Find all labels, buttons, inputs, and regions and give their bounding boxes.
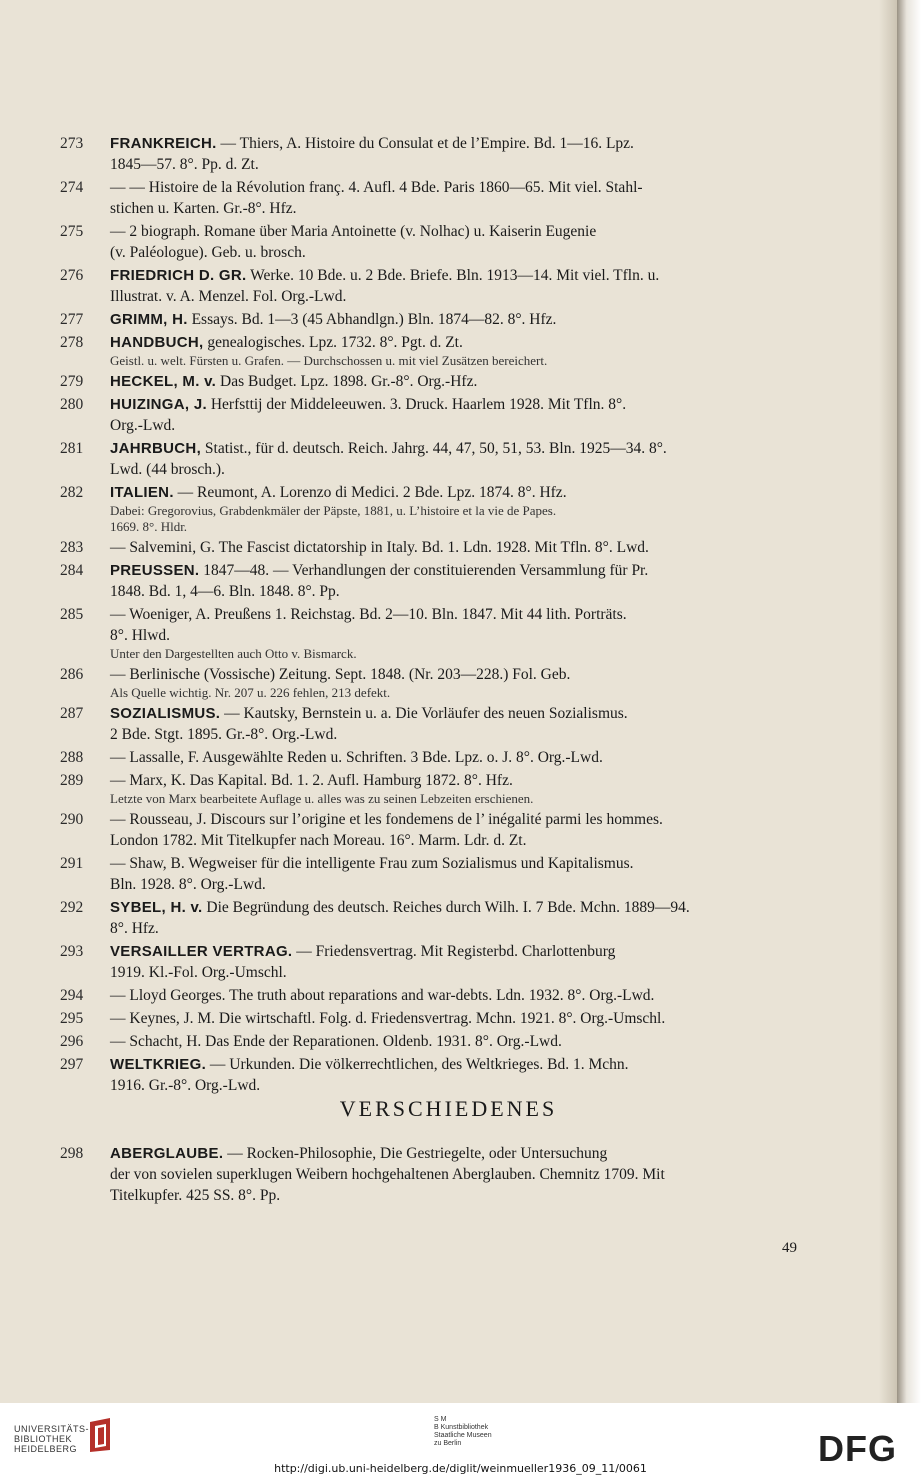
entry-heading: ABERGLAUBE. bbox=[110, 1145, 224, 1162]
entry-line bbox=[110, 198, 812, 219]
entry-number: 298 bbox=[60, 1145, 84, 1162]
entry-line bbox=[110, 242, 812, 263]
entry-body bbox=[110, 1031, 812, 1052]
entry-body bbox=[110, 853, 812, 895]
entry-text: Illustrat. v. A. Menzel. Fol. Org.-Lwd. bbox=[110, 288, 347, 305]
catalog-entry bbox=[60, 941, 812, 983]
entry-text: — Keynes, J. M. Die wirtschaftl. Folg. d. Friedensvertrag. Mchn. 1921. 8°. Org.-Umschl. bbox=[110, 1010, 666, 1027]
catalog-entry bbox=[60, 482, 812, 535]
catalog-entry bbox=[60, 133, 812, 175]
entry-text: Die Begründung des deutsch. Reiches durch Wilh. I. 7 Bde. Mchn. 1889—94. bbox=[206, 899, 690, 916]
entry-line bbox=[110, 1143, 812, 1164]
entry-heading: FRIEDRICH D. GR. bbox=[110, 267, 247, 284]
entry-text: Essays. Bd. 1—3 (45 Abhandlgn.) Bln. 1874—82. 8°. Hfz. bbox=[191, 311, 557, 328]
entry-number: 277 bbox=[60, 311, 84, 328]
catalog-entry bbox=[60, 809, 812, 851]
museum-logo-line: Staatliche Museen bbox=[434, 1432, 492, 1439]
entry-line bbox=[110, 177, 812, 198]
entry-body bbox=[110, 332, 812, 369]
entry-line bbox=[110, 265, 812, 286]
entry-text: Org.-Lwd. bbox=[110, 417, 176, 434]
catalog-entry bbox=[60, 309, 812, 330]
entry-line bbox=[110, 604, 812, 625]
entry-line bbox=[110, 703, 812, 724]
entry-number: 287 bbox=[60, 705, 84, 722]
entry-line bbox=[110, 1075, 812, 1096]
entry-text: — Thiers, A. Histoire du Consulat et de l’Empire. Bd. 1—16. Lpz. bbox=[220, 135, 634, 152]
entry-line bbox=[110, 133, 812, 154]
entry-text: 1847—48. — Verhandlungen der constituierenden Versammlung für Pr. bbox=[203, 562, 649, 579]
entry-line bbox=[110, 221, 812, 242]
entry-text: 8°. Hlwd. bbox=[110, 627, 171, 644]
entry-number: 297 bbox=[60, 1056, 84, 1073]
entry-number: 279 bbox=[60, 373, 84, 390]
catalog-entry bbox=[60, 265, 812, 307]
entry-line bbox=[110, 1185, 812, 1206]
entry-text: Werke. 10 Bde. u. 2 Bde. Briefe. Bln. 1913—14. Mit viel. Tfln. u. bbox=[250, 267, 660, 284]
entry-line bbox=[110, 438, 812, 459]
catalog-entry bbox=[60, 770, 812, 807]
entry-body bbox=[110, 897, 812, 939]
entry-number: 295 bbox=[60, 1010, 84, 1027]
entry-heading: WELTKRIEG. bbox=[110, 1056, 207, 1073]
entry-line bbox=[110, 1054, 812, 1075]
university-logo[interactable]: UNIVERSITÄTS- BIBLIOTHEK HEIDELBERG bbox=[14, 1424, 90, 1454]
entry-heading: HUIZINGA, J. bbox=[110, 396, 207, 413]
entry-line bbox=[110, 941, 812, 962]
entry-line bbox=[110, 581, 812, 602]
entry-text: — Lloyd Georges. The truth about reparations and war-debts. Ldn. 1932. 8°. Org.-Lwd. bbox=[110, 987, 655, 1004]
entry-text: 1919. Kl.-Fol. Org.-Umschl. bbox=[110, 964, 287, 981]
entry-heading: GRIMM, H. bbox=[110, 311, 188, 328]
catalog-entry bbox=[60, 664, 812, 701]
entry-heading: PREUSSEN. bbox=[110, 562, 200, 579]
entry-body bbox=[110, 1008, 812, 1029]
entry-line bbox=[110, 309, 812, 330]
entry-note: Dabei: Gregorovius, Grabdenkmäler der Päpste, 1881, u. L’histoire et la vie de Papes. bbox=[110, 503, 557, 518]
entry-number: 289 bbox=[60, 772, 84, 789]
entry-line bbox=[110, 809, 812, 830]
entry-note: Als Quelle wichtig. Nr. 207 u. 226 fehlen, 213 defekt. bbox=[110, 685, 391, 700]
entry-number: 273 bbox=[60, 135, 84, 152]
entry-line bbox=[110, 482, 812, 503]
catalog-entry bbox=[60, 560, 812, 602]
entry-text: London 1782. Mit Titelkupfer nach Moreau. 16°. Marm. Ldr. d. Zt. bbox=[110, 832, 527, 849]
entry-text: 1848. Bd. 1, 4—6. Bln. 1848. 8°. Pp. bbox=[110, 583, 340, 600]
entry-body bbox=[110, 394, 812, 436]
entry-text: 2 Bde. Stgt. 1895. Gr.-8°. Org.-Lwd. bbox=[110, 726, 338, 743]
entry-text: stichen u. Karten. Gr.-8°. Hfz. bbox=[110, 200, 297, 217]
catalog-entry bbox=[60, 394, 812, 436]
entry-number: 282 bbox=[60, 484, 84, 501]
entry-text: der von sovielen superklugen Weibern hochgehaltenen Aberglauben. Chemnitz 1709. Mit bbox=[110, 1166, 665, 1183]
entry-text: — — Histoire de la Révolution franç. 4. Aufl. 4 Bde. Paris 1860—65. Mit viel. Stahl- bbox=[110, 179, 643, 196]
museum-logo-line: B Kunstbibliothek bbox=[434, 1424, 489, 1431]
entry-heading: JAHRBUCH, bbox=[110, 440, 202, 457]
entry-text: — Kautsky, Bernstein u. a. Die Vorläufer des neuen Sozialismus. bbox=[224, 705, 628, 722]
entry-text: — Friedensvertrag. Mit Registerbd. Charlottenburg bbox=[296, 943, 616, 960]
catalog-entry bbox=[60, 604, 812, 662]
entry-number: 274 bbox=[60, 179, 84, 196]
catalog-entry bbox=[60, 853, 812, 895]
entry-note: Letzte von Marx bearbeitete Auflage u. alles was zu seinen Lebzeiten erschienen. bbox=[110, 791, 534, 806]
entry-body bbox=[110, 604, 812, 662]
entry-text: — Urkunden. Die völkerrechtlichen, des Weltkrieges. Bd. 1. Mchn. bbox=[209, 1056, 629, 1073]
entry-line bbox=[110, 770, 812, 791]
entry-heading: FRANKREICH. bbox=[110, 135, 217, 152]
entry-number: 296 bbox=[60, 1033, 84, 1050]
entry-body bbox=[110, 1143, 812, 1206]
source-url[interactable]: http://digi.ub.uni-heidelberg.de/diglit/weinmueller1936_09_11/0061 bbox=[274, 1462, 647, 1475]
section-title: VERSCHIEDENES bbox=[339, 1096, 558, 1121]
entry-number: 283 bbox=[60, 539, 84, 556]
museum-logo-line: S M bbox=[434, 1416, 447, 1423]
catalog-entry bbox=[60, 1031, 812, 1052]
entry-text: Statist., für d. deutsch. Reich. Jahrg. 44, 47, 50, 51, 53. Bln. 1925—34. 8°. bbox=[204, 440, 667, 457]
catalog-entry bbox=[60, 747, 812, 768]
entry-text: — Marx, K. Das Kapital. Bd. 1. 2. Aufl. Hamburg 1872. 8°. Hfz. bbox=[110, 772, 513, 789]
entry-body bbox=[110, 482, 812, 535]
page-number: 49 bbox=[782, 1240, 797, 1256]
entry-body bbox=[110, 703, 812, 745]
entry-text: — Rocken-Philosophie, Die Gestriegelte, oder Untersuchung bbox=[227, 1145, 608, 1162]
entry-body bbox=[110, 371, 812, 392]
entry-text: 8°. Hfz. bbox=[110, 920, 159, 937]
entry-number: 284 bbox=[60, 562, 84, 579]
scan-edge bbox=[897, 0, 921, 1403]
entry-line bbox=[110, 664, 812, 685]
entry-text: 1845—57. 8°. Pp. d. Zt. bbox=[110, 156, 259, 173]
entry-text: genealogisches. Lpz. 1732. 8°. Pgt. d. Zt. bbox=[207, 334, 463, 351]
catalog-entry bbox=[60, 1054, 812, 1096]
entry-line bbox=[110, 625, 812, 646]
entry-line bbox=[110, 1008, 812, 1029]
catalog-entry bbox=[60, 221, 812, 263]
entry-line bbox=[110, 415, 812, 436]
entry-text: — Lassalle, F. Ausgewählte Reden u. Schriften. 3 Bde. Lpz. o. J. 8°. Org.-Lwd. bbox=[110, 749, 603, 766]
entry-number: 285 bbox=[60, 606, 84, 623]
entry-body bbox=[110, 985, 812, 1006]
museum-logo[interactable] bbox=[434, 1416, 492, 1448]
entry-number: 286 bbox=[60, 666, 84, 683]
entry-text: — Berlinische (Vossische) Zeitung. Sept. 1848. (Nr. 203—228.) Fol. Geb. bbox=[110, 666, 571, 683]
entry-heading: SYBEL, H. v. bbox=[110, 899, 203, 916]
entry-body bbox=[110, 265, 812, 307]
entry-body bbox=[110, 747, 812, 768]
entry-text: 1916. Gr.-8°. Org.-Lwd. bbox=[110, 1077, 261, 1094]
entry-body bbox=[110, 309, 812, 330]
entry-line bbox=[110, 830, 812, 851]
entry-line bbox=[110, 537, 812, 558]
entry-number: 293 bbox=[60, 943, 84, 960]
entry-number: 291 bbox=[60, 855, 84, 872]
entry-number: 281 bbox=[60, 440, 84, 457]
entry-line bbox=[110, 897, 812, 918]
entry-line bbox=[110, 459, 812, 480]
entry-text: Lwd. (44 brosch.). bbox=[110, 461, 225, 478]
entry-line bbox=[110, 874, 812, 895]
entry-number: 294 bbox=[60, 987, 84, 1004]
entry-number: 290 bbox=[60, 811, 84, 828]
entry-text: Titelkupfer. 425 SS. 8°. Pp. bbox=[110, 1187, 281, 1204]
entry-body bbox=[110, 221, 812, 263]
entry-body bbox=[110, 133, 812, 175]
catalog-entry bbox=[60, 537, 812, 558]
entry-line bbox=[110, 724, 812, 745]
entry-number: 276 bbox=[60, 267, 84, 284]
entry-heading: ITALIEN. bbox=[110, 484, 174, 501]
entry-note: 1669. 8°. Hldr. bbox=[110, 519, 188, 534]
entry-text: — Schacht, H. Das Ende der Reparationen. Oldenb. 1931. 8°. Org.-Lwd. bbox=[110, 1033, 562, 1050]
entry-line bbox=[110, 985, 812, 1006]
entry-body bbox=[110, 177, 812, 219]
entry-line bbox=[110, 560, 812, 581]
dfg-logo[interactable]: DFG bbox=[818, 1428, 897, 1469]
entry-text: — Reumont, A. Lorenzo di Medici. 2 Bde. Lpz. 1874. 8°. Hfz. bbox=[177, 484, 567, 501]
entry-number: 280 bbox=[60, 396, 84, 413]
entry-number: 292 bbox=[60, 899, 84, 916]
entry-note: Geistl. u. welt. Fürsten u. Grafen. — Durchschossen u. mit viel Zusätzen bereichert. bbox=[110, 353, 548, 368]
catalog-entry bbox=[60, 897, 812, 939]
catalog-entry bbox=[60, 371, 812, 392]
entry-line bbox=[110, 371, 812, 392]
entry-body bbox=[110, 438, 812, 480]
entry-body bbox=[110, 537, 812, 558]
catalog-entry bbox=[60, 703, 812, 745]
entry-line bbox=[110, 1164, 812, 1185]
catalog-entry bbox=[60, 177, 812, 219]
entry-text: — Salvemini, G. The Fascist dictatorship in Italy. Bd. 1. Ldn. 1928. Mit Tfln. 8°. Lwd. bbox=[110, 539, 649, 556]
entry-line bbox=[110, 286, 812, 307]
catalog-entry bbox=[60, 438, 812, 480]
entry-text: Das Budget. Lpz. 1898. Gr.-8°. Org.-Hfz. bbox=[220, 373, 478, 390]
catalog-entry bbox=[60, 985, 812, 1006]
entry-text: (v. Paléologue). Geb. u. brosch. bbox=[110, 244, 306, 261]
entry-number: 275 bbox=[60, 223, 84, 240]
entry-text: — Shaw, B. Wegweiser für die intelligente Frau zum Sozialismus und Kapitalismus. bbox=[110, 855, 634, 872]
entry-number: 288 bbox=[60, 749, 84, 766]
museum-logo-line: zu Berlin bbox=[434, 1440, 462, 1447]
entry-line bbox=[110, 962, 812, 983]
entry-line bbox=[110, 394, 812, 415]
entry-line bbox=[110, 747, 812, 768]
entry-text: Bln. 1928. 8°. Org.-Lwd. bbox=[110, 876, 266, 893]
catalog-entry bbox=[60, 332, 812, 369]
entry-body bbox=[110, 560, 812, 602]
entry-body bbox=[110, 770, 812, 807]
entry-body bbox=[110, 1054, 812, 1096]
entry-heading: SOZIALISMUS. bbox=[110, 705, 221, 722]
entry-text: — Woeniger, A. Preußens 1. Reichstag. Bd. 2—10. Bln. 1847. Mit 44 lith. Porträts. bbox=[110, 606, 627, 623]
entry-heading: VERSAILLER VERTRAG. bbox=[110, 943, 293, 960]
entry-heading: HECKEL, M. v. bbox=[110, 373, 217, 390]
entry-number: 278 bbox=[60, 334, 84, 351]
catalog-entry bbox=[60, 1008, 812, 1029]
entry-line bbox=[110, 154, 812, 175]
entry-body bbox=[110, 664, 812, 701]
entry-heading: HANDBUCH, bbox=[110, 334, 204, 351]
entry-body bbox=[110, 941, 812, 983]
entry-line bbox=[110, 853, 812, 874]
entry-body bbox=[110, 809, 812, 851]
catalog-entry bbox=[60, 1143, 812, 1206]
entry-line bbox=[110, 1031, 812, 1052]
entry-text: Herfsttij der Middeleeuwen. 3. Druck. Haarlem 1928. Mit Tfln. 8°. bbox=[210, 396, 627, 413]
entry-line bbox=[110, 332, 812, 353]
entry-note: Unter den Dargestellten auch Otto v. Bismarck. bbox=[110, 646, 357, 661]
entry-line bbox=[110, 918, 812, 939]
university-logo-icon bbox=[86, 1416, 116, 1454]
entry-text: — 2 biograph. Romane über Maria Antoinette (v. Nolhac) u. Kaiserin Eugenie bbox=[110, 223, 597, 240]
entry-text: — Rousseau, J. Discours sur l’origine et les fondemens de l’ inégalité parmi les hommes. bbox=[110, 811, 663, 828]
